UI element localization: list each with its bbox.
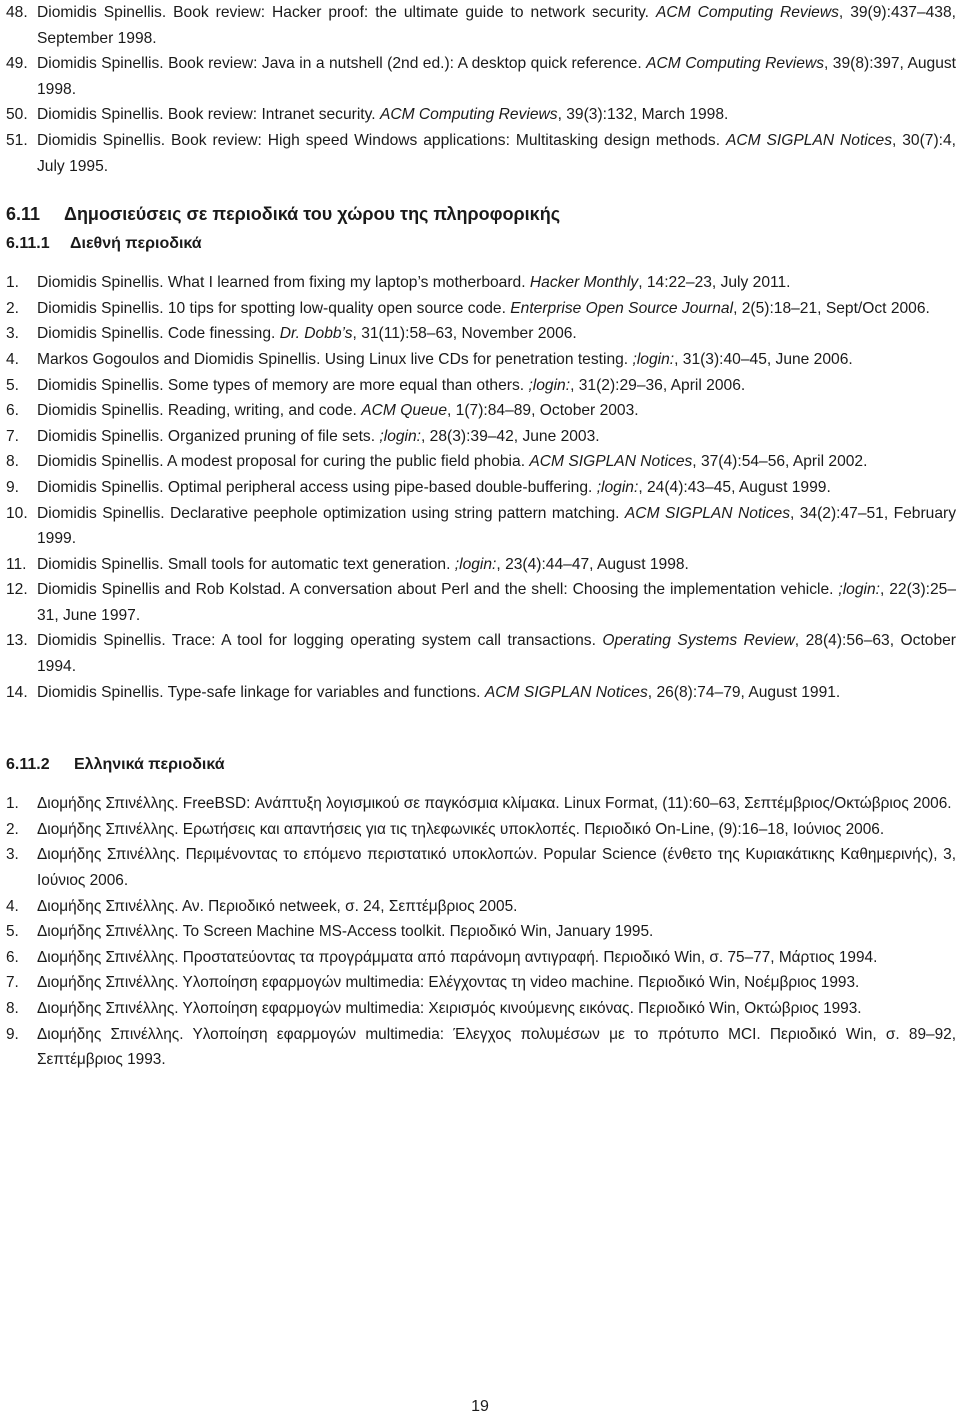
item-number: 10.	[6, 504, 28, 522]
item-text: Diomidis Spinellis. Optimal peripheral access using pipe-based double-buffering. ;login:, 24(4):43–45, August 1999.	[37, 478, 831, 496]
list-item	[6, 0, 956, 51]
section-number: 6.11	[6, 204, 41, 225]
list-item	[6, 128, 956, 179]
item-number: 6.	[6, 948, 19, 966]
list-item	[6, 628, 956, 679]
list-item	[6, 577, 956, 628]
item-number: 4.	[6, 897, 19, 915]
item-text: Διομήδης Σπινέλλης. Περιμένοντας το επόμενο περιστατικό υποκλοπών. Popular Science (ένθετο της Κυριακάτικης Καθημερινής), 3, Ιούνιος 2006.	[37, 846, 956, 890]
list-item	[6, 945, 956, 971]
item-text: Διομήδης Σπινέλλης. Υλοποίηση εφαρμογών multimedia: Έλεγχος πολυμέσων με το πρότυπο MCI. Περιοδικό Win, σ. 89–92, Σεπτέμβριος 1993.	[37, 1025, 956, 1069]
item-number: 4.	[6, 350, 20, 368]
list-item	[6, 449, 956, 475]
item-text: Diomidis Spinellis. What I learned from fixing my laptop’s motherboard. Hacker Monthly, 14:22–23, July 2011.	[37, 274, 791, 292]
list-item	[6, 996, 956, 1022]
item-number: 2.	[6, 299, 20, 317]
section-6-11	[6, 202, 956, 705]
list-item	[6, 373, 956, 399]
item-number: 5.	[6, 376, 20, 394]
item-text: Diomidis Spinellis. Reading, writing, and code. ACM Queue, 1(7):84–89, October 2003.	[37, 402, 639, 420]
item-text: Διομήδης Σπινέλλης. FreeBSD: Ανάπτυξη λογισμικού σε παγκόσμια κλίμακα. Linux Format, (11):60–63, Σεπτέμβριος/Οκτώβριος 2006.	[37, 795, 952, 813]
list-item	[6, 321, 956, 347]
item-number: 5.	[6, 923, 19, 941]
list-item	[6, 791, 956, 817]
list-item	[6, 919, 956, 945]
list-item	[6, 102, 956, 128]
item-number: 51.	[6, 131, 28, 149]
list-item	[6, 296, 956, 322]
item-number: 1.	[6, 274, 20, 292]
item-number: 12.	[6, 581, 28, 599]
list-item	[6, 817, 956, 843]
item-number: 7.	[6, 427, 20, 445]
subsection-number: 6.11.2	[6, 756, 50, 774]
item-number: 8.	[6, 1000, 19, 1017]
list-item	[6, 424, 956, 450]
item-text: Διομήδης Σπινέλλης. To Screen Machine MS-Access toolkit. Περιοδικό Win, January 1995.	[37, 923, 654, 941]
item-text: Diomidis Spinellis. A modest proposal for curing the public field phobia. ACM SIGPLAN Notices, 37(4):54–56, April 2002.	[37, 453, 868, 471]
item-number: 14.	[6, 683, 28, 701]
subsection-number: 6.11.1	[6, 235, 50, 253]
item-text: Markos Gogoulos and Diomidis Spinellis. Using Linux live CDs for penetration testing. ;login:, 31(3):40–45, June 2006.	[37, 350, 853, 368]
subsection-heading	[6, 232, 956, 256]
item-text: Diomidis Spinellis. Small tools for automatic text generation. ;login:, 23(4):44–47, August 1998.	[37, 555, 689, 573]
list-item	[6, 347, 956, 373]
list-item	[6, 680, 956, 706]
item-text: Diomidis Spinellis. Declarative peephole optimization using string pattern matching. ACM SIGPLAN Notices, 34(2):47–51, February 1999.	[37, 504, 956, 548]
item-text: Διομήδης Σπινέλλης. Προστατεύοντας τα προγράμματα από παράνομη αντιγραφή. Περιοδικό Win, σ. 75–77, Μάρτιος 1994.	[37, 948, 878, 966]
reviews-list	[6, 0, 956, 179]
item-text: Diomidis Spinellis. Book review: Hacker proof: the ultimate guide to network security. ACM Computing Reviews, 39(9):437–438, September 1998.	[37, 4, 956, 47]
item-number: 3.	[6, 325, 20, 343]
item-text: Διομήδης Σπινέλλης. Υλοποίηση εφαρμογών multimedia: Ελέγχοντας τη video machine. Περιοδικό Win, Νοέμβριος 1993.	[37, 974, 860, 992]
list-item	[6, 970, 956, 996]
international-journals-list	[6, 270, 956, 705]
item-number: 8.	[6, 453, 20, 471]
subsection-title: Διεθνή περιοδικά	[70, 235, 202, 253]
greek-journals-list	[6, 791, 956, 1073]
page-number: 19	[471, 1398, 489, 1415]
section-heading	[6, 202, 956, 226]
item-number: 13.	[6, 632, 28, 650]
item-number: 50.	[6, 106, 28, 124]
subsection-heading	[6, 753, 956, 777]
item-text: Diomidis Spinellis and Rob Kolstad. A conversation about Perl and the shell: Choosing the implementation vehicle. ;login:, 22(3):25–31, June 1997.	[37, 581, 956, 624]
list-item	[6, 270, 956, 296]
item-text: Διομήδης Σπινέλλης. Υλοποίηση εφαρμογών multimedia: Χειρισμός κινούμενης εικόνας. Περιοδικό Win, Οκτώβριος 1993.	[37, 1000, 862, 1017]
item-number: 1.	[6, 795, 19, 813]
item-text: Diomidis Spinellis. Code finessing. Dr. Dobb’s, 31(11):58–63, November 2006.	[37, 325, 577, 343]
item-number: 6.	[6, 402, 20, 420]
item-text: Diomidis Spinellis. Type-safe linkage for variables and functions. ACM SIGPLAN Notices, 26(8):74–79, August 1991.	[37, 683, 841, 701]
item-number: 2.	[6, 820, 19, 838]
item-text: Diomidis Spinellis. Book review: Intranet security. ACM Computing Reviews, 39(3):132, March 1998.	[37, 106, 729, 124]
item-text: Διομήδης Σπινέλλης. Ερωτήσεις και απαντήσεις για τις τηλεφωνικές υποκλοπές. Περιοδικό On-Line, (9):16–18, Ιούνιος 2006.	[37, 820, 885, 838]
item-number: 9.	[6, 1025, 19, 1043]
list-item	[6, 1022, 956, 1073]
item-text: Διομήδης Σπινέλλης. Αν. Περιοδικό netweek, σ. 24, Σεπτέμβριος 2005.	[37, 897, 518, 915]
item-text: Diomidis Spinellis. Organized pruning of file sets. ;login:, 28(3):39–42, June 2003.	[37, 427, 600, 445]
item-text: Diomidis Spinellis. Some types of memory are more equal than others. ;login:, 31(2):29–36, April 2006.	[37, 376, 746, 394]
section-title: Δημοσιεύσεις σε περιοδικά του χώρου της πληροφορικής	[64, 204, 561, 225]
item-text: Diomidis Spinellis. Book review: High speed Windows applications: Multitasking design methods. ACM SIGPLAN Notices, 30(7):4, July 1995.	[37, 131, 956, 175]
item-number: 11.	[6, 555, 27, 573]
item-number: 49.	[6, 55, 28, 73]
item-text: Diomidis Spinellis. 10 tips for spotting low-quality open source code. Enterprise Open Source Journal, 2(5):18–21, Sept/Oct 2006.	[37, 299, 930, 317]
list-item	[6, 398, 956, 424]
list-item	[6, 51, 956, 102]
list-item	[6, 842, 956, 893]
item-number: 3.	[6, 846, 19, 864]
section-6-11-2	[6, 753, 956, 1073]
item-text: Diomidis Spinellis. Trace: A tool for logging operating system call transactions. Operating Systems Review, 28(4):56–63, October 1994.	[37, 632, 956, 676]
subsection-title: Ελληνικά περιοδικά	[74, 756, 225, 774]
item-number: 9.	[6, 478, 20, 496]
list-item	[6, 552, 956, 578]
item-number: 48.	[6, 4, 28, 21]
list-item	[6, 894, 956, 920]
item-text: Diomidis Spinellis. Book review: Java in a nutshell (2nd ed.): A desktop quick reference. ACM Computing Reviews, 39(8):397, August 1998.	[37, 55, 956, 98]
list-item	[6, 475, 956, 501]
item-number: 7.	[6, 974, 19, 992]
list-item	[6, 501, 956, 552]
